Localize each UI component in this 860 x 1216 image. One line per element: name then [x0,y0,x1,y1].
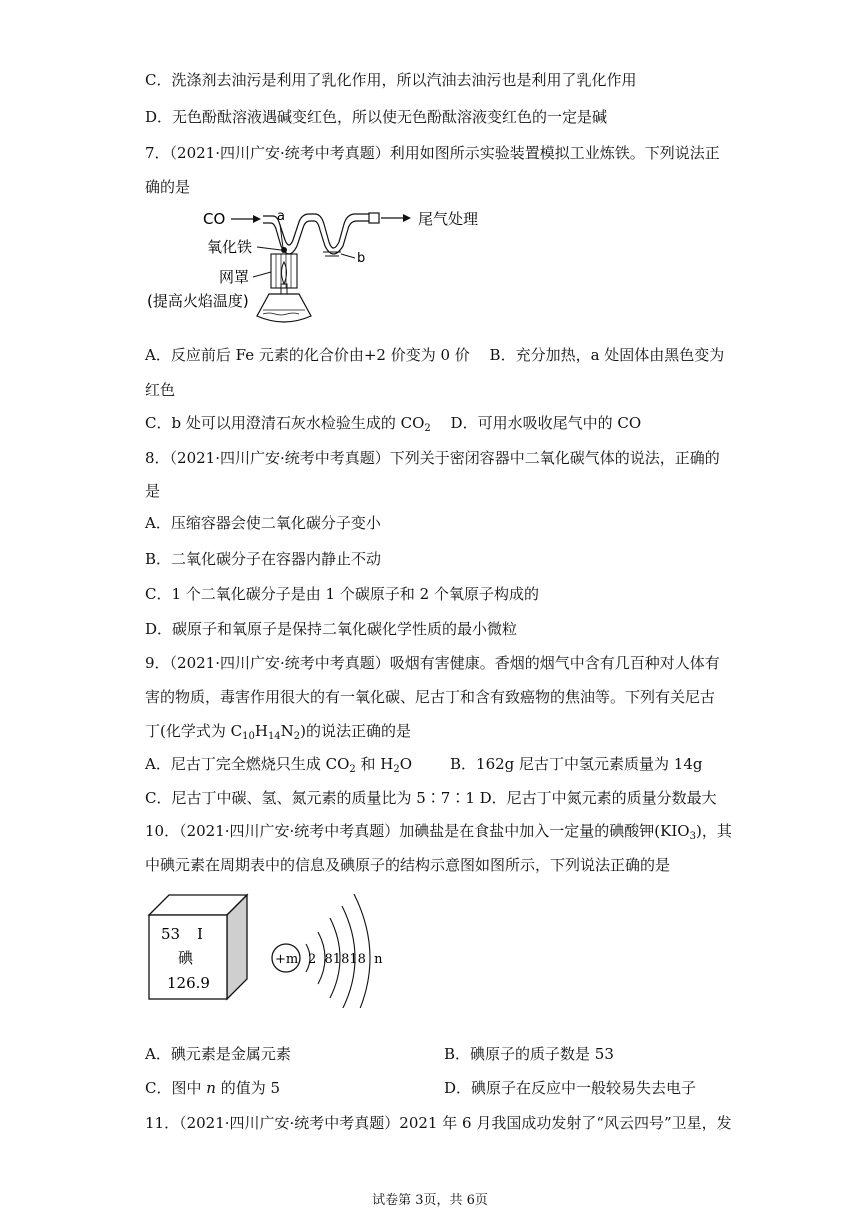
q9-options-cd: C．尼古丁中碳、氢、氮元素的质量比为 5∶7∶1 D．尼古丁中氮元素的质量分数最大 [145,789,717,807]
q10-option-b: B．碘原子的质子数是 53 [444,1045,614,1063]
alcohol-lamp [257,294,311,322]
q7-stem-line1: 7．（2021·四川广安·统考中考真题）利用如图所示实验装置模拟工业炼铁。下列说法正 [145,144,720,162]
q8-stem-line1: 8．（2021·四川广安·统考中考真题）下列关于密闭容器中二氧化碳气体的说法，正确的 [145,449,720,467]
electron-shell-counts: 2 81818 n [308,952,383,967]
q9-stem-line1: 9．（2021·四川广安·统考中考真题）吸烟有害健康。香烟的烟气中含有几百种对人体有 [145,654,720,672]
arrow-right-icon [403,214,411,222]
q10-option-a: A．碘元素是金属元素 [145,1045,291,1063]
q9-stem-line3: 丁(化学式为 $C_{10}H_{14}N_2$)的说法正确的是 [145,722,412,742]
q7-stem-line2: 确的是 [145,178,191,196]
q7-options-ab-line2: 红色 [145,381,176,399]
q8-option-c: C．1 个二氧化碳分子是由 1 个碳原子和 2 个氧原子构成的 [145,585,539,603]
q8-stem-line2: 是 [145,482,161,500]
q9-option-b: B．162g 尼古丁中氢元素质量为 14g [450,755,703,773]
q6-option-d: D．无色酚酞溶液遇碱变红色，所以使无色酚酞溶液变红色的一定是碱 [145,108,608,126]
label-a: a [277,209,285,224]
iron-oxide-label: 氧化铁 [207,238,253,256]
iodine-atom-structure-diagram [268,878,408,1008]
tail-gas-label: 尾气处理 [418,210,479,228]
q9-stem-line2: 害的物质，毒害作用很大的有一氧化碳、尼古丁和含有致癌物的焦油等。下列有关尼古 [145,688,716,706]
q11-stem-line1: 11．（2021·四川广安·统考中考真题）2021 年 6 月我国成功发射了“风云四号”卫星，发 [145,1114,732,1132]
q7-options-cd: C．b 处可以用澄清石灰水检验生成的 $CO_2$ D．可用水吸收尾气中的 CO [145,414,642,434]
q7-options-ab-line1: A．反应前后 Fe 元素的化合价由+2 价变为 0 价 B．充分加热，a 处固体由黑色变为 [145,346,725,364]
flame-temp-note: (提高火焰温度) [147,292,249,310]
q6-option-c: C．洗涤剂去油污是利用了乳化作用，所以汽油去油污也是利用了乳化作用 [145,71,637,89]
q10-option-c: C．图中 n 的值为 5 [145,1079,281,1097]
atomic-mass: 126.9 [167,974,210,992]
ironmaking-apparatus-diagram [145,202,490,332]
q8-option-d: D．碳原子和氧原子是保持二氧化碳化学性质的最小微粒 [145,620,518,638]
atomic-number: 53 [161,925,181,943]
nucleus-charge: +m [275,952,299,967]
q10-option-d: D．碘原子在反应中一般较易失去电子 [444,1079,697,1097]
iodine-element-box [145,893,260,1003]
q8-option-b: B．二氧化碳分子在容器内静止不动 [145,550,382,568]
q10-stem-line1: 10．（2021·四川广安·统考中考真题）加碘盐是在食盐中加入一定量的碘酸钾$(KIO_3)$，其 [145,822,732,842]
q10-stem-line2: 中碘元素在周期表中的信息及碘原子的结构示意图如图所示，下列说法正确的是 [145,856,671,874]
element-symbol: I [197,925,203,943]
net-cover-label: 网罩 [219,268,250,286]
q9-option-a: A．尼古丁完全燃烧只生成 $CO_2$ 和 $H_2O$ [145,755,413,775]
page-footer: 试卷第 3页，共 6页 [372,1193,488,1208]
element-name: 碘 [178,949,194,967]
arrow-right-icon [253,215,261,223]
label-b: b [357,251,366,266]
co-label: CO [203,210,226,228]
q8-option-a: A．压缩容器会使二氧化碳分子变小 [145,514,381,532]
